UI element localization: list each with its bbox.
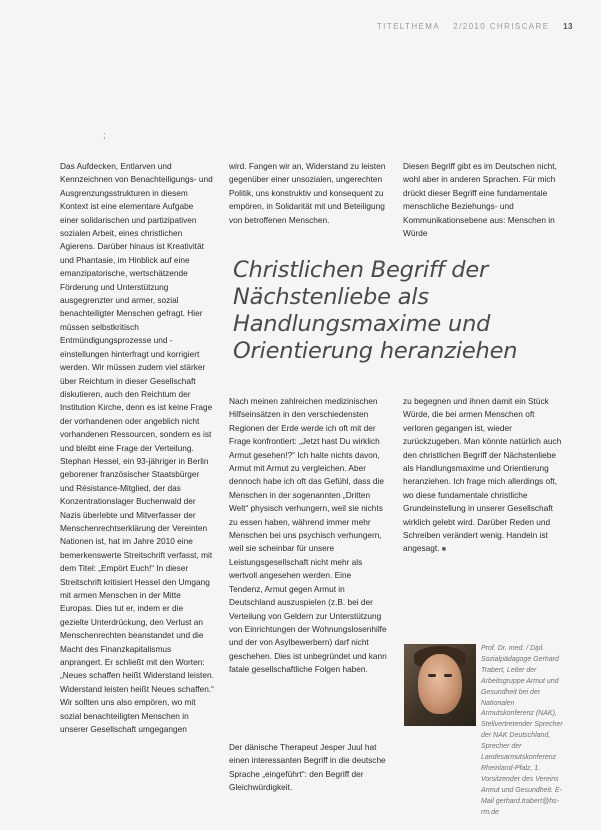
caption-text: Prof. Dr. med. / Dipl. Sozialpädagoge Gerhard Trabert, Leiter der Arbeitsgruppe Armut und Gesundheit bei der Nationalen Armutskonferenz (NAK), Stellvertretender Sprecher der NAK Deutschland, Sprecher der Landesarmutskonferenz Rheinland-Pfalz, 1. Vorsitzender des Vereins Armut und Gesundheit. E-Mail gerhard.trabert@hs-rm.de: [481, 645, 563, 816]
body-paragraph: Der dänische Therapeut Jesper Juul hat einen interessanten Begriff in die deutsche Sprache „eingeführt“: den Begriff der Gleichwürdigkeit.: [229, 742, 386, 793]
body-paragraph: Das Aufdecken, Entlarven und Kennzeichnen von Benachteiligungs- und Ausgrenzungsstrukturen in diesem Kontext ist eine elementare Aufgabe einer solidarischen und partizipativen sozialen Arbeit, eines christlichen Agierens. Darüber hinaus ist Kreativität und Phantasie, im Hinblick auf eine emanzipatorische, wertschätzende Förderung und Unterstützung ausgegrenzter und armer, sozial benachteiligter Menschen gefragt. Hier müssen selbstkritisch Entmündigungsprozesse und -einstellungen hinterfragt und korrigiert werden. Wir müssen zudem viel stärker über Reichtum in dieser Gesellschaft diskutieren, auch den Reichtum der Institution Kirche, denn es ist keine Frage der vorhandenen oder angeblich nicht vorhandenen Ressourcen, sondern es ist und bleibt eine Frage der Verteilung. Stephan Hessel, ein 93-jähriger in Berlin geborener französischer Staatsbürger und Résistance-Mitglied, der das Konzentrationslager Buchenwald der Nazis überlebte und Mitverfasser der Menschenrechtserklärung der Vereinten Nationen ist, hat im Jahre 2010 eine bemerkenswerte Streitschrift verfasst, mit dem Titel: „Empört Euch!“ In dieser Streitschrift kritisiert Hessel den Umgang mit armen Menschen in der Mitte Europas. Dies tut er, indem er die gezielte Unterdrückung, den Verlust an Menschenrechten beanstandet und die Macht des Finanzkapitalismus anprangert. Er schließt mit den Worten: „Neues schaffen heißt Widerstand leisten. Widerstand leisten heißt Neues schaffen.“ Wir sollten uns also empören, wo mit sozial benachteiligten Menschen in unserer Gesellschaft umgegangen: [60, 161, 214, 735]
text-column-3-top: [403, 160, 561, 240]
author-caption: [481, 644, 567, 819]
page-number: 13: [563, 22, 573, 31]
pull-quote-headline: Christlichen Begriff der Nächstenliebe als Handlungsmaxime und Orientierung heranziehen: [233, 257, 518, 364]
portrait-face: [418, 654, 462, 714]
body-paragraph: Diesen Begriff gibt es im Deutschen nicht, wohl aber in anderen Sprachen. Für mich drückt dieser Begriff eine fundamentale menschliche Beziehungs- und Kommunikationsebene aus: Menschen in Würde: [403, 161, 557, 239]
author-portrait: [404, 644, 476, 726]
portrait-eye-left: [428, 674, 436, 677]
portrait-eye-right: [444, 674, 452, 677]
text-column-2-bottom: [229, 395, 387, 677]
text-column-2-top: [229, 160, 387, 227]
margin-mark: ;: [103, 130, 106, 140]
section-label: TITELTHEMA: [376, 22, 440, 31]
body-paragraph: wird. Fangen wir an, Widerstand zu leisten gegenüber einer unsozialen, ungerechten Politik, uns konstruktiv und konsequent zu empören, in Solidarität mit und Beteiligung von betroffenen Menschen.: [229, 161, 386, 225]
text-column-3-bottom: [403, 395, 563, 557]
end-mark-icon: ■: [441, 546, 446, 554]
issue-label: 2/2010 CHRISCARE: [453, 22, 550, 31]
text-column-1: [60, 160, 214, 736]
body-paragraph: [403, 395, 563, 557]
text-column-2-continued: [229, 741, 387, 795]
running-header: [367, 22, 573, 31]
closing-text: zu begegnen und ihnen damit ein Stück Würde, die bei armen Menschen oft verloren gegangen ist, wieder zurückzugeben. Man könnte natürlich auch den christlichen Begriff der Nächstenliebe als Handlungsmaxime und Orientierung heranziehen. Ich frage mich allerdings oft, wo diese fundamentale christliche Grundeinstellung in unserer Gesellschaft wirklich gelebt wird. Darüber Reden und Schreiben verändert wenig. Handeln ist angesagt.: [403, 396, 562, 554]
body-paragraph: Nach meinen zahlreichen medizinischen Hilfseinsätzen in den verschiedensten Regionen der Erde werde ich oft mit der Frage konfrontiert: „Jetzt hast Du wirklich Armut gesehen!?“ Ich halte nichts davon, Armut mit Armut zu vergleichen. Aber dennoch habe ich oft das Gefühl, dass die Menschen in der sogenannten „Dritten Welt“ physisch verhungern, weil sie nichts zu essen haben, während immer mehr Menschen bei uns psychisch verhungern, weil sie scheinbar für unsere Leistungsgesellschaft nicht mehr als wertvoll angesehen werden. Eine Tendenz, Armut gegen Armut in Deutschland auszuspielen (z.B. bei der Verteilung von Geldern zur Unterstützung von Einrichtungen der Wohnungslosenhilfe und der von Asylbewerbern) darf nicht geschehen. Dies ist unbegründet und kann fatale gesellschaftliche Folgen haben.: [229, 396, 387, 675]
